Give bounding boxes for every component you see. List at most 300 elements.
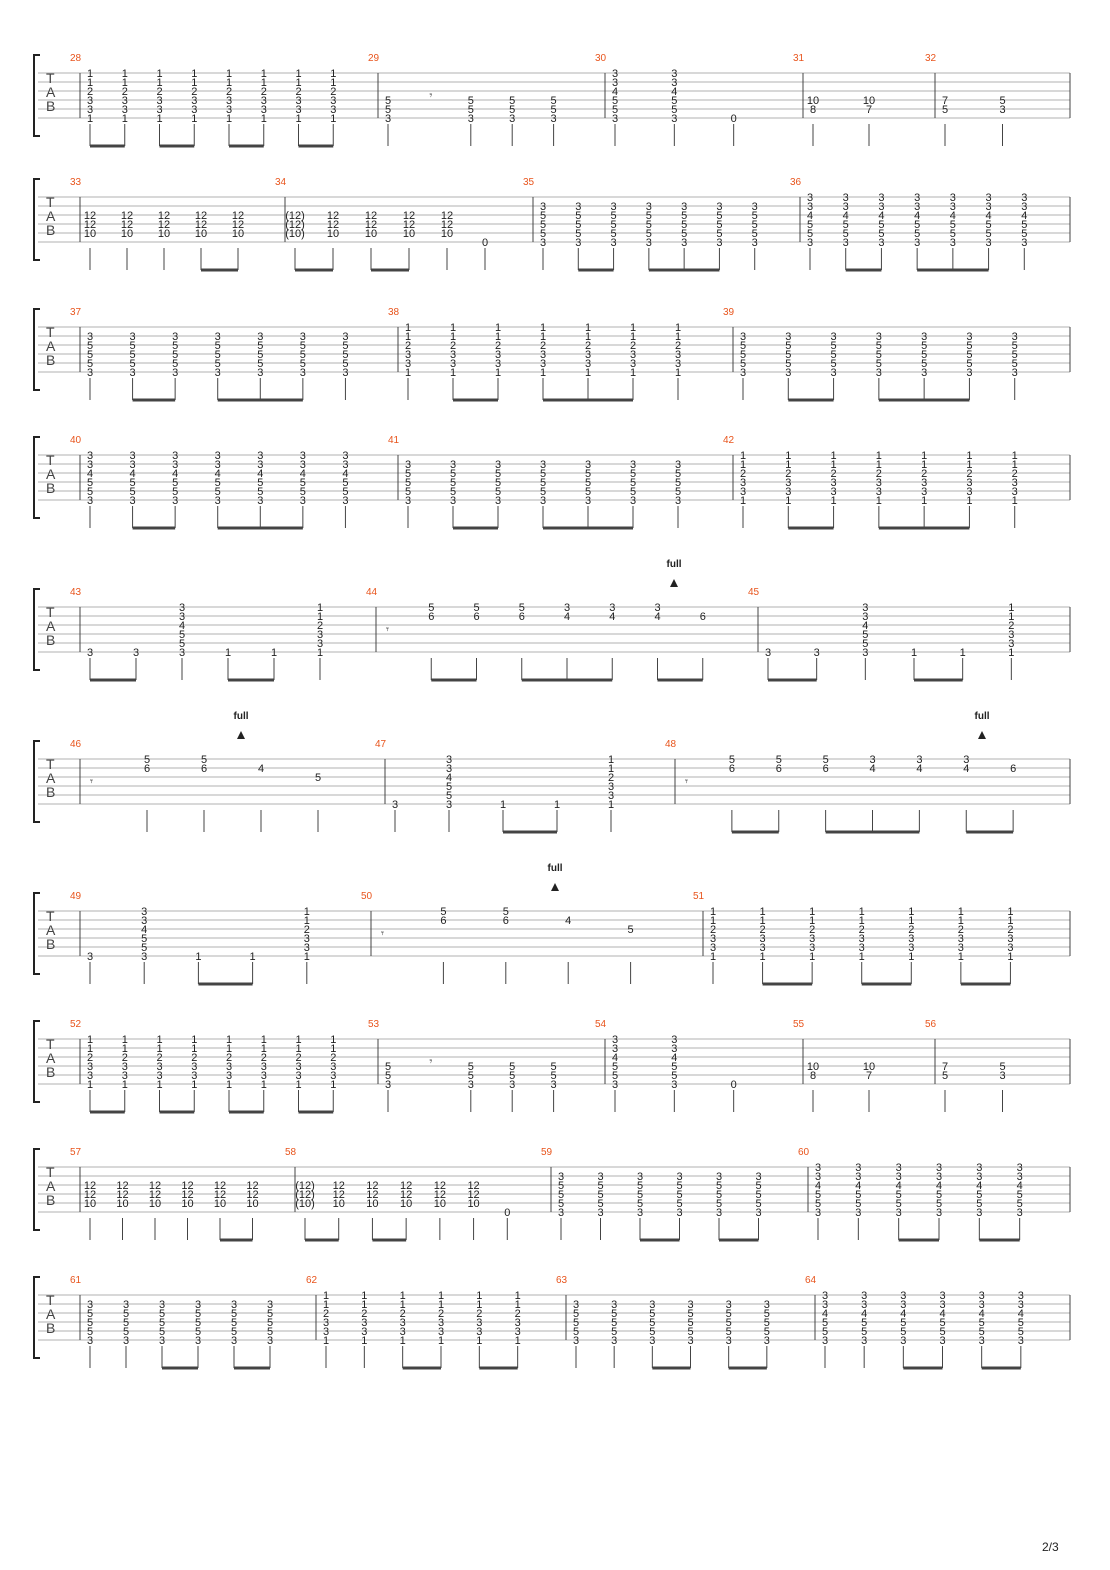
fret-number: 3 [86,1061,94,1073]
fret-number: 3 [158,1335,166,1347]
fret-number: 5 [572,1326,580,1338]
fret-number: 3 [191,104,198,116]
fret-number: 5 [428,602,435,614]
fret-number: 5 [674,486,682,498]
fret-number: 5 [550,95,557,107]
fret-number: 1 [607,799,615,811]
fret-number: 5 [999,1061,1006,1073]
fret-number: 4 [178,620,186,632]
fret-number: 3 [299,459,306,471]
fret-number: 3 [921,367,928,379]
fret-number: 3 [191,95,198,107]
fret-number: 1 [260,1034,267,1046]
fret-number: 3 [830,477,837,489]
fret-number: 3 [122,1299,130,1311]
fret-number: 5 [178,638,186,650]
fret-number: 3 [178,647,186,659]
fret-number: 3 [384,113,392,125]
fret-number: 3 [739,331,747,343]
fret-number: 5 [627,924,634,936]
fret-number: 12 [148,1180,162,1192]
fret-number: 4 [611,86,619,98]
fret-number: 3 [814,1162,822,1174]
fret-number: 3 [978,1299,985,1311]
fret-number: 3 [855,1162,862,1174]
fret-number: 1 [225,113,233,125]
fret-number: 4 [806,210,814,222]
fret-number: 5 [895,1189,902,1201]
fret-number: 1 [316,647,324,659]
fret-number: 5 [830,349,837,361]
fret-number: 4 [1017,1308,1024,1320]
fret-number: 5 [575,210,582,222]
fret-number: 5 [230,1317,238,1329]
fret-number: 3 [449,358,457,370]
fret-number: 3 [676,1171,683,1183]
fret-number: 1 [875,495,882,507]
fret-number: 3 [759,933,766,945]
fret-number: 3 [939,1290,946,1302]
fret-number: 3 [842,237,849,249]
fret-number: 5 [1016,1198,1023,1210]
fret-number: 2 [957,924,964,936]
fret-number: 6 [502,915,509,927]
fret-number: 1 [121,1043,128,1055]
fret-number: 1 [514,1290,521,1302]
fret-number: 2 [295,86,302,98]
fret-number: 5 [949,219,956,231]
fret-number: 3 [763,1299,770,1311]
fret-number: 3 [759,942,766,954]
fret-number: 3 [830,367,837,379]
fret-number: 1 [629,331,637,343]
fret-number: 3 [607,790,615,802]
fret-number: 3 [875,331,882,343]
fret-number: 3 [875,477,882,489]
fret-number: 1 [858,951,865,963]
fret-number: 3 [584,495,592,507]
fret-number: 1 [260,1079,267,1091]
fret-number: 2 [399,1308,406,1320]
fret-number: 5 [645,210,652,222]
fret-number: 3 [330,104,337,116]
fret-number: 1 [225,68,233,80]
fret-number: 3 [1017,1299,1024,1311]
fret-number: 5 [257,477,264,489]
fret-number: 3 [539,349,547,361]
bend-arrow-icon [237,731,245,739]
fret-number: 5 [629,468,637,480]
fret-number: 1 [809,915,816,927]
fret-number: 6 [728,763,735,775]
fret-number: 3 [342,495,349,507]
fret-number: 5 [895,1198,902,1210]
tab-clef-letter: T [46,1164,55,1180]
fret-number: 10 [246,1198,259,1210]
fret-number: 3 [725,1335,732,1347]
fret-number: 3 [976,1162,983,1174]
fret-number: 1 [809,906,816,918]
fret-number: 5 [597,1180,604,1192]
fret-number: 5 [194,1308,202,1320]
fret-number: 5 [143,754,151,766]
fret-number: 3 [449,459,457,471]
fret-number: 5 [636,1189,644,1201]
fret-number: 3 [671,113,678,125]
fret-number: 4 [842,210,849,222]
fret-number: 3 [1008,629,1015,641]
fret-number: 1 [225,1079,233,1091]
fret-number: 3 [785,367,792,379]
fret-number: 12 [366,1180,379,1192]
fret-number: 3 [121,104,128,116]
fret-number: 5 [681,228,688,240]
fret-number: 5 [494,468,502,480]
fret-number: 5 [539,228,547,240]
fret-number: 5 [384,95,392,107]
fret-number: 3 [584,358,592,370]
fret-number: 3 [862,602,869,614]
fret-number: 5 [257,349,264,361]
fret-number: 3 [636,1207,644,1219]
fret-number: 5 [821,1326,829,1338]
fret-number: 1 [539,367,547,379]
fret-number: 3 [821,1335,829,1347]
fret-number: 4 [878,210,885,222]
fret-number: 3 [225,1070,233,1082]
measure-number: 41 [388,435,400,446]
fret-number: 5 [751,210,758,222]
fret-number: 5 [649,1326,656,1338]
fret-number: 3 [539,358,547,370]
fret-number: 2 [607,772,615,784]
fret-number: 3 [751,201,758,213]
fret-number: 3 [1016,1171,1023,1183]
tab-clef-letter: A [46,770,56,786]
fret-number: 1 [121,113,128,125]
fret-number: 2 [260,86,267,98]
fret-number: 5 [539,219,547,231]
fret-number: 12 [181,1180,194,1192]
fret-number: 5 [862,629,869,641]
fret-number: 3 [855,1171,862,1183]
fret-number: 5 [725,1308,732,1320]
fret-number: 5 [299,358,306,370]
fret-number: 3 [916,754,923,766]
fret-number: 5 [230,1326,238,1338]
fret-number: 3 [985,237,992,249]
fret-number: 5 [900,1326,907,1338]
fret-number: 12 [400,1180,413,1192]
fret-number: 2 [260,1052,267,1064]
fret-number: 5 [509,1061,516,1073]
fret-number: 3 [214,331,221,343]
fret-number: 5 [763,1326,770,1338]
fret-number: 5 [763,1317,770,1329]
fret-number: 3 [629,349,637,361]
fret-number: 5 [257,358,264,370]
fret-number: 3 [156,104,163,116]
fret-number: 3 [86,1070,94,1082]
fret-number: 2 [1011,468,1018,480]
fret-number: 3 [900,1299,907,1311]
fret-number: 1 [156,1034,163,1046]
fret-number: 1 [1011,495,1018,507]
fret-number: 5 [404,486,412,498]
fret-number: 3 [514,1326,521,1338]
fret-number: 1 [303,915,310,927]
fret-number: 2 [830,468,837,480]
fret-number: 5 [861,1326,868,1338]
fret-number: 3 [900,1335,907,1347]
fret-number: 1 [361,1335,368,1347]
fret-number: 3 [813,647,820,659]
fret-number: 3 [257,331,264,343]
fret-number: 3 [809,933,816,945]
fret-number: 3 [725,1299,732,1311]
system-bracket [34,741,40,822]
fret-number: 5 [494,477,502,489]
fret-number: 1 [830,495,837,507]
fret-number: 3 [739,477,747,489]
fret-number: 2 [404,340,412,352]
fret-number: 0 [504,1207,511,1219]
fret-number: 3 [869,754,876,766]
tab-clef-letter: B [46,222,56,238]
measure-number: 35 [523,177,535,188]
fret-number: 4 [129,468,136,480]
fret-number: 4 [949,210,956,222]
fret-number: 5 [629,486,637,498]
fret-number: 2 [539,340,547,352]
fret-number: 3 [875,367,882,379]
fret-number: 5 [158,1317,166,1329]
fret-number: 3 [86,367,94,379]
fret-number: 12 [213,1189,227,1201]
fret-number: 5 [342,349,349,361]
fret-number: 3 [806,237,814,249]
fret-number: 1 [809,951,816,963]
fret-number: 12 [364,219,378,231]
fret-number: 3 [716,237,723,249]
measure-number: 49 [70,891,82,902]
fret-number: 10 [231,228,245,240]
fret-number: 3 [611,68,619,80]
measure-number: 43 [70,587,82,598]
fret-number: 2 [225,86,233,98]
fret-number: 3 [755,1171,762,1183]
fret-number: 3 [575,237,582,249]
tab-clef-letter: A [46,618,56,634]
fret-number: 3 [709,942,717,954]
fret-number: 5 [921,358,928,370]
fret-number: 0 [481,237,489,249]
fret-number: 5 [941,1070,949,1082]
system-bracket [34,437,40,518]
fret-number: 3 [557,1171,565,1183]
fret-number: 3 [739,486,747,498]
fret-number: 1 [330,1034,337,1046]
fret-number: 5 [194,1326,202,1338]
system-bracket [34,1277,40,1358]
fret-number: 1 [225,1034,233,1046]
fret-number: 3 [611,1335,618,1347]
fret-number: 4 [611,1052,619,1064]
fret-number: 5 [830,340,837,352]
fret-number: 5 [494,486,502,498]
fret-number: 5 [976,1189,983,1201]
fret-number: 5 [539,477,547,489]
fret-number: 1 [1008,647,1015,659]
fret-number: 5 [610,210,617,222]
fret-number: 3 [509,1079,516,1091]
fret-number: 1 [629,322,637,334]
measure-number: 52 [70,1019,82,1030]
fret-number: 4 [939,1308,946,1320]
fret-number: 1 [260,68,267,80]
fret-number: 1 [330,113,337,125]
fret-number: 1 [330,1079,337,1091]
fret-number: 5 [751,228,758,240]
fret-number: 4 [935,1180,943,1192]
fret-number: 5 [875,349,882,361]
fret-number: 12 [194,210,208,222]
fret-number: 12 [332,1180,345,1192]
fret-number: 1 [225,77,233,89]
fret-number: 5 [611,95,619,107]
fret-number: 5 [611,1070,619,1082]
fret-number: 5 [86,349,94,361]
bend-label: full [666,559,682,570]
fret-number: 5 [921,349,928,361]
fret-number: 3 [214,450,221,462]
fret-number: 3 [129,495,136,507]
fret-number: 2 [514,1308,521,1320]
fret-number: 5 [194,1317,202,1329]
fret-number: 5 [725,1317,732,1329]
fret-number: 3 [539,237,547,249]
fret-number: 3 [858,942,865,954]
fret-number: 3 [494,495,502,507]
fret-number: 4 [563,611,571,623]
fret-number: 1 [195,951,202,963]
fret-number: 4 [172,468,179,480]
fret-number: 4 [671,86,678,98]
fret-number: 3 [172,331,179,343]
fret-number: 5 [467,1070,474,1082]
fret-number: 5 [539,486,547,498]
fret-number: 1 [399,1335,406,1347]
fret-number: 1 [295,68,302,80]
fret-number: 1 [739,459,747,471]
system-bracket [34,1021,40,1102]
fret-number: 10 [400,1198,413,1210]
fret-number: 4 [916,763,923,775]
fret-number: 5 [214,340,221,352]
fret-number: 1 [260,1043,267,1055]
fret-number: 2 [584,340,592,352]
fret-number: 5 [1016,1189,1023,1201]
fret-number: 3 [785,477,792,489]
fret-number: 3 [342,367,349,379]
fret-number: 3 [999,104,1006,116]
fret-number: 3 [914,237,921,249]
fret-number: 3 [921,331,928,343]
fret-number: 5 [687,1317,694,1329]
measure-number: 53 [368,1019,380,1030]
eighth-rest: 𝄾 [90,776,93,788]
measure-number: 45 [748,587,760,598]
fret-number: 10 [326,228,340,240]
fret-number: 3 [611,113,619,125]
fret-number: 5 [1011,340,1018,352]
fret-number: 5 [645,219,652,231]
fret-number: 1 [584,322,592,334]
fret-number: 4 [978,1308,985,1320]
fret-number: 3 [654,602,661,614]
fret-number: 3 [156,1070,163,1082]
fret-number: 3 [1021,237,1028,249]
fret-number: 5 [557,1198,565,1210]
fret-number: 3 [584,349,592,361]
fret-number: 5 [509,95,516,107]
fret-number: 3 [674,459,682,471]
fret-number: 1 [494,322,502,334]
fret-number: 5 [214,486,221,498]
fret-number: 3 [563,602,571,614]
fret-number: 3 [494,349,502,361]
fret-number: 5 [611,1061,619,1073]
fret-number: 5 [404,468,412,480]
fret-number: 1 [86,68,94,80]
measure-number: 58 [285,1147,297,1158]
fret-number: 5 [172,477,179,489]
fret-number: 3 [178,611,186,623]
fret-number: 5 [129,349,136,361]
tab-clef-letter: T [46,1036,55,1052]
fret-number: 1 [553,799,561,811]
fret-number: 2 [785,468,792,480]
fret-number: 3 [156,95,163,107]
fret-number: 5 [584,486,592,498]
fret-number: 12 [83,1180,97,1192]
fret-number: 6 [1010,763,1017,775]
fret-number: 10 [402,228,416,240]
fret-number: 1 [260,113,267,125]
fret-number: 4 [914,210,921,222]
fret-number: 5 [725,1326,732,1338]
fret-number: 3 [330,95,337,107]
fret-number: 3 [509,113,516,125]
tab-clef-letter: T [46,452,55,468]
fret-number: 3 [322,1317,330,1329]
fret-number: 5 [610,219,617,231]
fret-number: 5 [172,486,179,498]
measure-number: 51 [693,891,705,902]
fret-number: 10 [83,228,97,240]
fret-number: 1 [966,450,973,462]
fret-number: 3 [709,933,717,945]
system-bracket [34,1149,40,1230]
fret-number: 1 [674,331,682,343]
fret-number: 3 [681,237,688,249]
fret-number: 5 [985,228,992,240]
fret-number: 12 [402,210,416,222]
fret-number: 2 [322,1308,330,1320]
fret-number: 3 [629,358,637,370]
fret-number: 3 [611,1043,619,1055]
fret-number: 3 [295,1061,302,1073]
